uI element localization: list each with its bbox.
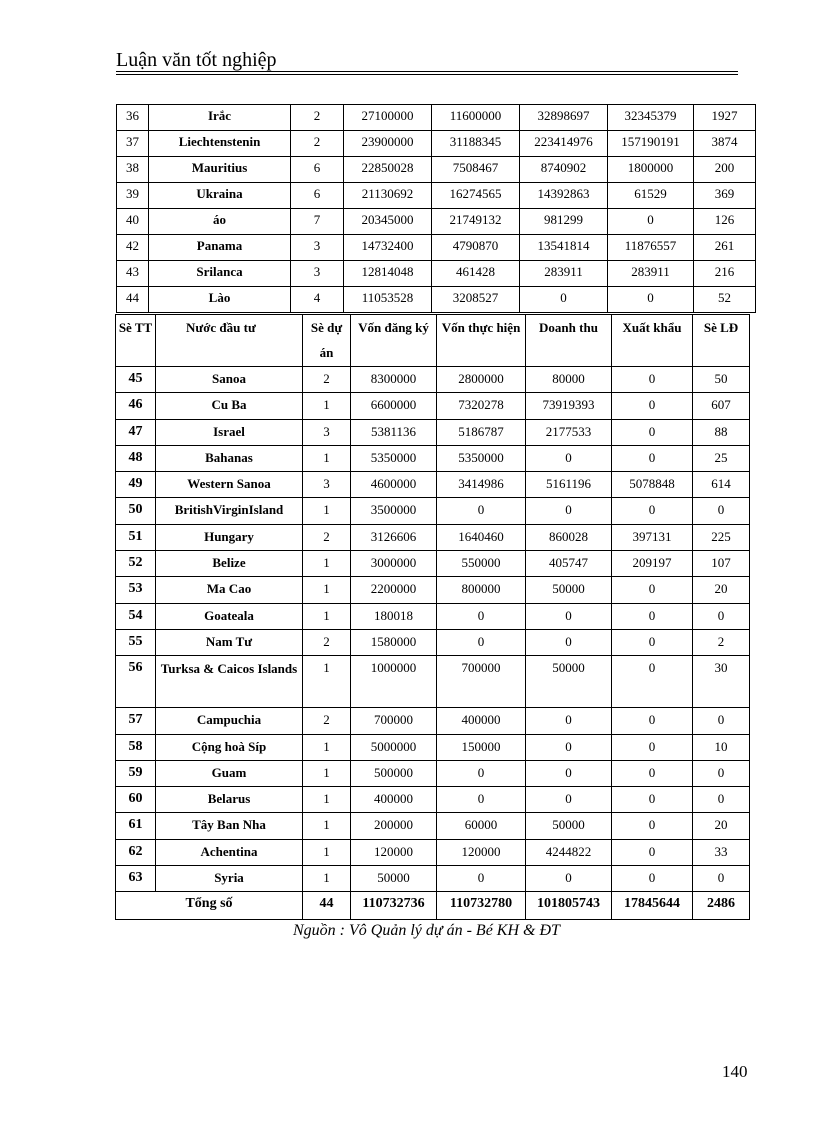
header-revenue: Doanh thu [526, 315, 612, 367]
cell-stt: 43 [117, 261, 149, 287]
cell-export: 0 [612, 813, 693, 839]
cell-revenue: 981299 [520, 209, 608, 235]
cell-workers: 0 [693, 498, 750, 524]
table-row [117, 209, 756, 235]
cell-stt: 46 [116, 393, 156, 419]
table-row [116, 498, 750, 524]
cell-workers: 52 [694, 287, 756, 313]
table-row [116, 787, 750, 813]
cell-export: 0 [612, 419, 693, 445]
cell-country: Sanoa [156, 367, 303, 393]
table-row [117, 261, 756, 287]
table-row [116, 367, 750, 393]
cell-revenue: 860028 [526, 524, 612, 550]
cell-registered: 3500000 [351, 498, 437, 524]
cell-implemented: 800000 [437, 577, 526, 603]
cell-implemented: 31188345 [432, 131, 520, 157]
cell-country: Ukraina [149, 183, 291, 209]
cell-projects: 1 [303, 813, 351, 839]
table-row [116, 629, 750, 655]
cell-projects: 3 [291, 261, 344, 287]
total-registered: 110732736 [351, 892, 437, 920]
cell-country: Hungary [156, 524, 303, 550]
table-row [116, 472, 750, 498]
cell-registered: 5350000 [351, 445, 437, 471]
cell-implemented: 0 [437, 866, 526, 892]
table-row [116, 813, 750, 839]
cell-workers: 126 [694, 209, 756, 235]
cell-country: Goateala [156, 603, 303, 629]
cell-country: Cu Ba [156, 393, 303, 419]
cell-projects: 4 [291, 287, 344, 313]
cell-revenue: 0 [526, 498, 612, 524]
table-row [116, 708, 750, 734]
cell-workers: 0 [693, 760, 750, 786]
cell-projects: 2 [303, 629, 351, 655]
cell-workers: 0 [693, 787, 750, 813]
header-rule [116, 71, 738, 72]
total-workers: 2486 [693, 892, 750, 920]
cell-country: Israel [156, 419, 303, 445]
cell-revenue: 4244822 [526, 839, 612, 865]
cell-export: 1800000 [608, 157, 694, 183]
cell-workers: 614 [693, 472, 750, 498]
cell-implemented: 16274565 [432, 183, 520, 209]
cell-workers: 107 [693, 551, 750, 577]
cell-projects: 1 [303, 577, 351, 603]
cell-registered: 400000 [351, 787, 437, 813]
cell-workers: 0 [693, 708, 750, 734]
cell-country: Mauritius [149, 157, 291, 183]
cell-country: Western Sanoa [156, 472, 303, 498]
cell-revenue: 0 [520, 287, 608, 313]
cell-registered: 22850028 [344, 157, 432, 183]
cell-export: 0 [612, 603, 693, 629]
total-implemented: 110732780 [437, 892, 526, 920]
cell-projects: 2 [291, 131, 344, 157]
cell-implemented: 700000 [437, 656, 526, 708]
cell-projects: 1 [303, 839, 351, 865]
cell-workers: 20 [693, 813, 750, 839]
cell-country: Campuchia [156, 708, 303, 734]
cell-stt: 55 [116, 629, 156, 655]
cell-export: 11876557 [608, 235, 694, 261]
cell-country: Belarus [156, 787, 303, 813]
cell-stt: 62 [116, 839, 156, 865]
cell-projects: 1 [303, 787, 351, 813]
cell-registered: 700000 [351, 708, 437, 734]
cell-projects: 1 [303, 498, 351, 524]
cell-stt: 51 [116, 524, 156, 550]
cell-implemented: 400000 [437, 708, 526, 734]
cell-stt: 54 [116, 603, 156, 629]
cell-revenue: 0 [526, 866, 612, 892]
cell-revenue: 0 [526, 629, 612, 655]
cell-country: Ma Cao [156, 577, 303, 603]
cell-workers: 0 [693, 866, 750, 892]
cell-export: 0 [612, 577, 693, 603]
cell-implemented: 11600000 [432, 105, 520, 131]
cell-export: 0 [612, 866, 693, 892]
cell-implemented: 3208527 [432, 287, 520, 313]
cell-stt: 60 [116, 787, 156, 813]
total-projects: 44 [303, 892, 351, 920]
cell-revenue: 13541814 [520, 235, 608, 261]
cell-stt: 38 [117, 157, 149, 183]
table-row [116, 839, 750, 865]
cell-export: 0 [612, 734, 693, 760]
cell-projects: 2 [303, 367, 351, 393]
cell-export: 0 [612, 839, 693, 865]
cell-implemented: 7320278 [437, 393, 526, 419]
cell-country: Tây Ban Nha [156, 813, 303, 839]
table-row [116, 866, 750, 892]
cell-projects: 1 [303, 734, 351, 760]
table-row [117, 287, 756, 313]
cell-projects: 1 [303, 656, 351, 708]
cell-revenue: 0 [526, 787, 612, 813]
cell-country: Irắc [149, 105, 291, 131]
cell-workers: 10 [693, 734, 750, 760]
total-export: 17845644 [612, 892, 693, 920]
table-row [116, 445, 750, 471]
cell-export: 209197 [612, 551, 693, 577]
cell-export: 0 [612, 760, 693, 786]
cell-implemented: 2800000 [437, 367, 526, 393]
table-header-row [116, 315, 750, 367]
cell-revenue: 283911 [520, 261, 608, 287]
cell-revenue: 223414976 [520, 131, 608, 157]
cell-workers: 216 [694, 261, 756, 287]
cell-country: Panama [149, 235, 291, 261]
cell-registered: 12814048 [344, 261, 432, 287]
cell-country: Turksa & Caicos Islands [156, 656, 303, 708]
cell-implemented: 5186787 [437, 419, 526, 445]
cell-export: 0 [608, 287, 694, 313]
cell-registered: 23900000 [344, 131, 432, 157]
cell-country: Nam Tư [156, 629, 303, 655]
cell-revenue: 0 [526, 708, 612, 734]
cell-country: Lào [149, 287, 291, 313]
cell-country: BritishVirginIsland [156, 498, 303, 524]
cell-projects: 2 [291, 105, 344, 131]
page-header-title: Luận văn tốt nghiệp [116, 49, 277, 71]
cell-projects: 1 [303, 866, 351, 892]
cell-registered: 6600000 [351, 393, 437, 419]
cell-registered: 3000000 [351, 551, 437, 577]
cell-workers: 50 [693, 367, 750, 393]
cell-registered: 3126606 [351, 524, 437, 550]
cell-stt: 37 [117, 131, 149, 157]
cell-revenue: 0 [526, 734, 612, 760]
cell-revenue: 73919393 [526, 393, 612, 419]
cell-workers: 30 [693, 656, 750, 708]
cell-projects: 6 [291, 183, 344, 209]
header-country: Nước đầu tư [156, 315, 303, 367]
cell-stt: 58 [116, 734, 156, 760]
cell-stt: 44 [117, 287, 149, 313]
cell-workers: 261 [694, 235, 756, 261]
cell-workers: 2 [693, 629, 750, 655]
cell-implemented: 7508467 [432, 157, 520, 183]
cell-export: 283911 [608, 261, 694, 287]
cell-registered: 8300000 [351, 367, 437, 393]
cell-registered: 20345000 [344, 209, 432, 235]
cell-registered: 120000 [351, 839, 437, 865]
cell-projects: 2 [303, 708, 351, 734]
cell-export: 0 [612, 787, 693, 813]
cell-workers: 369 [694, 183, 756, 209]
cell-export: 0 [608, 209, 694, 235]
total-row [116, 892, 750, 920]
header-workers: Sè LĐ [693, 315, 750, 367]
cell-implemented: 1640460 [437, 524, 526, 550]
table-row [116, 577, 750, 603]
cell-export: 0 [612, 656, 693, 708]
cell-stt: 63 [116, 866, 156, 892]
cell-revenue: 8740902 [520, 157, 608, 183]
cell-export: 0 [612, 445, 693, 471]
header-rule-double [116, 74, 738, 75]
cell-registered: 50000 [351, 866, 437, 892]
cell-stt: 36 [117, 105, 149, 131]
cell-workers: 20 [693, 577, 750, 603]
table-row [117, 235, 756, 261]
cell-country: Guam [156, 760, 303, 786]
table-row [116, 524, 750, 550]
cell-projects: 1 [303, 445, 351, 471]
cell-registered: 5381136 [351, 419, 437, 445]
cell-projects: 3 [291, 235, 344, 261]
cell-implemented: 21749132 [432, 209, 520, 235]
cell-stt: 59 [116, 760, 156, 786]
table-row [117, 183, 756, 209]
header-implemented-capital: Vốn thực hiện [437, 315, 526, 367]
cell-country: Cộng hoà Síp [156, 734, 303, 760]
total-revenue: 101805743 [526, 892, 612, 920]
cell-stt: 42 [117, 235, 149, 261]
cell-projects: 3 [303, 419, 351, 445]
cell-stt: 48 [116, 445, 156, 471]
cell-registered: 4600000 [351, 472, 437, 498]
cell-export: 0 [612, 393, 693, 419]
cell-stt: 45 [116, 367, 156, 393]
cell-stt: 53 [116, 577, 156, 603]
header-projects: Sè dự án [303, 315, 351, 367]
table-row [116, 551, 750, 577]
cell-implemented: 550000 [437, 551, 526, 577]
cell-implemented: 0 [437, 498, 526, 524]
cell-revenue: 405747 [526, 551, 612, 577]
cell-export: 5078848 [612, 472, 693, 498]
table-row [116, 393, 750, 419]
cell-implemented: 150000 [437, 734, 526, 760]
cell-registered: 500000 [351, 760, 437, 786]
cell-revenue: 0 [526, 445, 612, 471]
cell-projects: 1 [303, 603, 351, 629]
cell-projects: 6 [291, 157, 344, 183]
cell-registered: 1580000 [351, 629, 437, 655]
cell-revenue: 32898697 [520, 105, 608, 131]
table-row [117, 105, 756, 131]
table-row [117, 131, 756, 157]
cell-workers: 1927 [694, 105, 756, 131]
cell-workers: 0 [693, 603, 750, 629]
cell-workers: 25 [693, 445, 750, 471]
cell-projects: 1 [303, 551, 351, 577]
cell-export: 0 [612, 629, 693, 655]
cell-revenue: 50000 [526, 813, 612, 839]
cell-stt: 52 [116, 551, 156, 577]
cell-export: 61529 [608, 183, 694, 209]
cell-revenue: 14392863 [520, 183, 608, 209]
cell-revenue: 50000 [526, 577, 612, 603]
cell-workers: 33 [693, 839, 750, 865]
table-row [117, 157, 756, 183]
page-number: 140 [722, 1062, 748, 1081]
cell-revenue: 2177533 [526, 419, 612, 445]
table-row [116, 603, 750, 629]
cell-export: 0 [612, 367, 693, 393]
cell-registered: 2200000 [351, 577, 437, 603]
cell-revenue: 0 [526, 603, 612, 629]
cell-implemented: 0 [437, 629, 526, 655]
cell-implemented: 0 [437, 760, 526, 786]
cell-registered: 11053528 [344, 287, 432, 313]
cell-projects: 7 [291, 209, 344, 235]
source-note: Nguồn : Vô Quản lý dự án - Bé KH & ĐT [293, 922, 560, 939]
cell-implemented: 60000 [437, 813, 526, 839]
cell-revenue: 0 [526, 760, 612, 786]
cell-implemented: 4790870 [432, 235, 520, 261]
cell-export: 0 [612, 708, 693, 734]
cell-country: Syria [156, 866, 303, 892]
header-export: Xuất khẩu [612, 315, 693, 367]
cell-projects: 1 [303, 760, 351, 786]
cell-stt: 61 [116, 813, 156, 839]
cell-workers: 225 [693, 524, 750, 550]
cell-implemented: 0 [437, 603, 526, 629]
investment-table [115, 314, 750, 920]
cell-export: 32345379 [608, 105, 694, 131]
cell-revenue: 80000 [526, 367, 612, 393]
cell-projects: 2 [303, 524, 351, 550]
cell-stt: 47 [116, 419, 156, 445]
cell-registered: 14732400 [344, 235, 432, 261]
cell-country: Achentina [156, 839, 303, 865]
cell-country: Liechtenstenin [149, 131, 291, 157]
cell-export: 157190191 [608, 131, 694, 157]
cell-implemented: 5350000 [437, 445, 526, 471]
cell-country: Bahanas [156, 445, 303, 471]
cell-workers: 88 [693, 419, 750, 445]
cell-workers: 3874 [694, 131, 756, 157]
cell-implemented: 3414986 [437, 472, 526, 498]
cell-registered: 21130692 [344, 183, 432, 209]
cell-registered: 5000000 [351, 734, 437, 760]
cell-registered: 1000000 [351, 656, 437, 708]
cell-export: 0 [612, 498, 693, 524]
cell-revenue: 5161196 [526, 472, 612, 498]
cell-stt: 50 [116, 498, 156, 524]
cell-stt: 39 [117, 183, 149, 209]
table-row [116, 419, 750, 445]
total-label: Tổng số [116, 892, 303, 920]
cell-registered: 27100000 [344, 105, 432, 131]
cell-implemented: 120000 [437, 839, 526, 865]
investment-table-continued [116, 104, 756, 313]
header-registered-capital: Vốn đăng ký [351, 315, 437, 367]
cell-registered: 180018 [351, 603, 437, 629]
cell-country: Srilanca [149, 261, 291, 287]
header-stt: Sè TT [116, 315, 156, 367]
table-row [116, 760, 750, 786]
cell-stt: 56 [116, 656, 156, 708]
cell-workers: 607 [693, 393, 750, 419]
cell-country: áo [149, 209, 291, 235]
table-row [116, 734, 750, 760]
cell-implemented: 461428 [432, 261, 520, 287]
cell-workers: 200 [694, 157, 756, 183]
cell-projects: 1 [303, 393, 351, 419]
cell-projects: 3 [303, 472, 351, 498]
cell-country: Belize [156, 551, 303, 577]
cell-export: 397131 [612, 524, 693, 550]
cell-stt: 57 [116, 708, 156, 734]
cell-registered: 200000 [351, 813, 437, 839]
cell-stt: 40 [117, 209, 149, 235]
cell-stt: 49 [116, 472, 156, 498]
cell-implemented: 0 [437, 787, 526, 813]
cell-revenue: 50000 [526, 656, 612, 708]
table-row [116, 656, 750, 708]
